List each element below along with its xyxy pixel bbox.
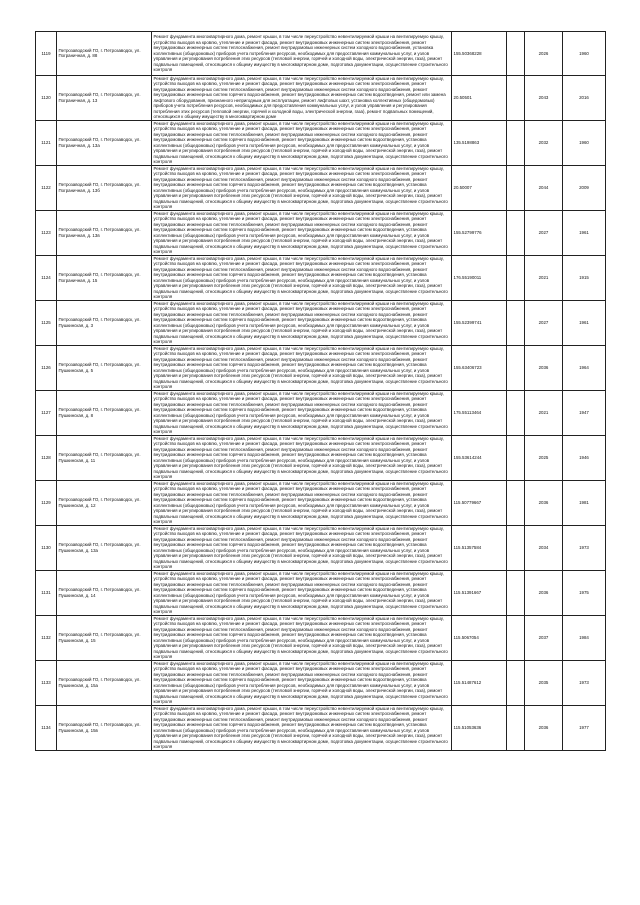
row-repair-year: 2036 (525, 480, 563, 525)
row-works-list: Ремонт фундамента многоквартирного дома, ремонт крыши, в том числе переустройство невентилируемой крыши на вентилируемую крышу, устройство выходов на кровлю, утепление и ремонт фасада, ремонт внутридомовых инженерных систем электроснабжения, ремонт внутридомовых инженерных систем теплоснабжения, ремонт внутридомовых инженерных систем холодного водоснабжения, ремонт внутридомовых инженерных систем горячего водоснабжения, ремонт внутридомовых инженерных систем водоотведения, установка коллективных (общедомовых) приборов учета потребления ресурсов, необходимых для предоставления коммунальных услуг, и узлов управления и регулирования потребления этих ресурсов (тепловой энергии, горячей и холодной воды, электрической энергии, газа), ремонт подвальных помещений, относящихся к общему имуществу в многоквартирном доме, подготовка документации, осуществление строительного контроля (152, 705, 452, 750)
row-works-list: Ремонт фундамента многоквартирного дома, ремонт крыши, в том числе переустройство невентилируемой крыши на вентилируемую крышу, устройство выходов на кровлю, утепление и ремонт фасада, ремонт внутридомовых инженерных систем электроснабжения, ремонт внутридомовых инженерных систем теплоснабжения, ремонт внутридомовых инженерных систем холодного водоснабжения, ремонт внутридомовых инженерных систем горячего водоснабжения, ремонт внутридомовых инженерных систем водоотведения, установка коллективных (общедомовых) приборов учета потребления ресурсов, необходимых для предоставления коммунальных услуг, и узлов управления и регулирования потребления этих ресурсов (тепловой энергии, горячей и холодной воды, электрической энергии, газа), ремонт подвальных помещений, относящихся к общему имуществу в многоквартирном доме, подготовка документации, осуществление строительного контроля (152, 165, 452, 210)
row-works-list: Ремонт фундамента многоквартирного дома, ремонт крыши, в том числе переустройство невентилируемой крыши на вентилируемую крышу, устройство выходов на кровлю, утепление и ремонт фасада, ремонт внутридомовых инженерных систем электроснабжения, ремонт внутридомовых инженерных систем теплоснабжения, ремонт внутридомовых инженерных систем холодного водоснабжения, ремонт внутридомовых инженерных систем горячего водоснабжения, ремонт внутридомовых инженерных систем водоотведения, установка коллективных (общедомовых) приборов учета потребления ресурсов, необходимых для предоставления коммунальных услуг, и узлов управления и регулирования потребления этих ресурсов (тепловой энергии, горячей и холодной воды, электрической энергии, газа), ремонт подвальных помещений, относящихся к общему имуществу в многоквартирном доме, подготовка документации, осуществление строительного контроля (152, 660, 452, 705)
row-build-year: 1973 (563, 525, 606, 570)
row-area-value: 115.5067054 (452, 615, 507, 660)
row-number: 1130 (36, 525, 57, 570)
row-area-value: 175.55113464 (452, 390, 507, 435)
row-empty-cell (507, 570, 525, 615)
row-repair-year: 2034 (525, 525, 563, 570)
row-build-year: 1960 (563, 32, 606, 76)
row-empty-cell (507, 210, 525, 255)
row-number: 1129 (36, 480, 57, 525)
table-row (36, 300, 606, 345)
row-build-year: 1915 (563, 255, 606, 300)
row-empty-cell (507, 615, 525, 660)
row-address: Петрозаводский ГО, г. Петрозаводск, ул. Пограничная, д. 15 (57, 255, 152, 300)
row-number: 1132 (36, 615, 57, 660)
row-build-year: 1961 (563, 300, 606, 345)
row-repair-year: 2043 (525, 75, 563, 120)
row-address: Петрозаводский ГО, г. Петрозаводск, ул. Пушкинская, д. 12 (57, 480, 152, 525)
row-number: 1133 (36, 660, 57, 705)
row-number: 1125 (36, 300, 57, 345)
row-address: Петрозаводский ГО, г. Петрозаводск, ул. Пограничная, д. 88 (57, 32, 152, 76)
table-row (36, 120, 606, 165)
row-repair-year: 2025 (525, 435, 563, 480)
row-address: Петрозаводский ГО, г. Петрозаводск, ул. Пушкинская, д. 13а (57, 525, 152, 570)
row-number: 1119 (36, 32, 57, 76)
row-empty-cell (507, 705, 525, 750)
row-empty-cell (507, 255, 525, 300)
row-number: 1131 (36, 570, 57, 615)
row-area-value: 155.52399741 (452, 300, 507, 345)
row-empty-cell (507, 390, 525, 435)
table-body (36, 32, 606, 751)
row-area-value: 176.55190011 (452, 255, 507, 300)
table-row (36, 345, 606, 390)
row-number: 1134 (36, 705, 57, 750)
row-empty-cell (507, 525, 525, 570)
row-works-list: Ремонт фундамента многоквартирного дома, ремонт крыши, в том числе переустройство невентилируемой крыши на вентилируемую крышу, устройство выходов на кровлю, утепление и ремонт фасада, ремонт внутридомовых инженерных систем электроснабжения, ремонт внутридомовых инженерных систем теплоснабжения, ремонт внутридомовых инженерных систем холодного водоснабжения, ремонт внутридомовых инженерных систем горячего водоснабжения, ремонт внутридомовых инженерных систем водоотведения, установка коллективных (общедомовых) приборов учета потребления ресурсов, необходимых для предоставления коммунальных услуг, и узлов управления и регулирования потребления этих ресурсов (тепловой энергии, горячей и холодной воды, электрической энергии, газа), ремонт подвальных помещений, относящихся к общему имуществу в многоквартирном доме, подготовка документации, осуществление строительного контроля (152, 435, 452, 480)
row-works-list: Ремонт фундамента многоквартирного дома, ремонт крыши, в том числе переустройство невентилируемой крыши на вентилируемую крышу, устройство выходов на кровлю, утепление и ремонт фасада, ремонт внутридомовых инженерных систем электроснабжения, ремонт внутридомовых инженерных систем теплоснабжения, ремонт внутридомовых инженерных систем холодного водоснабжения, ремонт внутридомовых инженерных систем горячего водоснабжения, ремонт внутридомовых инженерных систем водоотведения, ремонт или замена лифтового оборудования, признанного непригодным для эксплуатации, ремонт лифтовых шахт, установка коллективных (общедомовых) приборов учета потребления ресурсов, необходимых для предоставления коммунальных услуг, и узлов управления и регулирования потребления этих ресурсов (тепловой энергии, горячей и холодной воды, электрической энергии, газа), ремонт подвальных помещений, относящихся к общему имуществу в многоквартирном доме (152, 75, 452, 120)
row-works-list: Ремонт фундамента многоквартирного дома, ремонт крыши, в том числе переустройство невентилируемой крыши на вентилируемую крышу, устройство выходов на кровлю, утепление и ремонт фасада, ремонт внутридомовых инженерных систем электроснабжения, ремонт внутридомовых инженерных систем теплоснабжения, ремонт внутридомовых инженерных систем холодного водоснабжения, ремонт внутридомовых инженерных систем горячего водоснабжения, ремонт внутридомовых инженерных систем водоотведения, установка коллективных (общедомовых) приборов учета потребления ресурсов, необходимых для предоставления коммунальных услуг, и узлов управления и регулирования потребления этих ресурсов (тепловой энергии, горячей и холодной воды, электрической энергии, газа), ремонт подвальных помещений, относящихся к общему имуществу в многоквартирном доме, подготовка документации, осуществление строительного контроля (152, 390, 452, 435)
row-build-year: 2016 (563, 75, 606, 120)
row-empty-cell (507, 435, 525, 480)
row-area-value: 115.51053636 (452, 705, 507, 750)
row-repair-year: 2032 (525, 120, 563, 165)
row-address: Петрозаводский ГО, г. Петрозаводск, ул. Пушкинская, д. 3 (57, 300, 152, 345)
row-repair-year: 2021 (525, 255, 563, 300)
row-build-year: 1975 (563, 570, 606, 615)
capital-repair-table (35, 31, 606, 751)
table-row (36, 75, 606, 120)
row-works-list: Ремонт фундамента многоквартирного дома, ремонт крыши, в том числе переустройство невентилируемой крыши на вентилируемую крышу, устройство выходов на кровлю, утепление и ремонт фасада, ремонт внутридомовых инженерных систем электроснабжения, ремонт внутридомовых инженерных систем теплоснабжения, ремонт внутридомовых инженерных систем холодного водоснабжения, ремонт внутридомовых инженерных систем горячего водоснабжения, ремонт внутридомовых инженерных систем водоотведения, установка коллективных (общедомовых) приборов учета потребления ресурсов, необходимых для предоставления коммунальных услуг, и узлов управления и регулирования потребления этих ресурсов (тепловой энергии, горячей и холодной воды, электрической энергии, газа), ремонт подвальных помещений, относящихся к общему имуществу в многоквартирном доме, подготовка документации, осуществление строительного контроля (152, 480, 452, 525)
table-row (36, 480, 606, 525)
row-number: 1127 (36, 390, 57, 435)
row-address: Петрозаводский ГО, г. Петрозаводск, ул. Пограничная, д. 13а (57, 120, 152, 165)
row-area-value: 20.50007 (452, 165, 507, 210)
row-repair-year: 2026 (525, 32, 563, 76)
row-repair-year: 2035 (525, 660, 563, 705)
row-empty-cell (507, 480, 525, 525)
row-area-value: 115.51487612 (452, 660, 507, 705)
row-address: Петрозаводский ГО, г. Петрозаводск, ул. Пограничная, д. 13в (57, 210, 152, 255)
row-repair-year: 2037 (525, 615, 563, 660)
table-row (36, 615, 606, 660)
row-empty-cell (507, 345, 525, 390)
table-row (36, 210, 606, 255)
row-area-value: 115.51391667 (452, 570, 507, 615)
table-row (36, 525, 606, 570)
row-number: 1121 (36, 120, 57, 165)
row-address: Петрозаводский ГО, г. Петрозаводск, ул. Пушкинская, д. 14 (57, 570, 152, 615)
row-works-list: Ремонт фундамента многоквартирного дома, ремонт крыши, в том числе переустройство невентилируемой крыши на вентилируемую крышу, устройство выходов на кровлю, утепление и ремонт фасада, ремонт внутридомовых инженерных систем электроснабжения, ремонт внутридомовых инженерных систем теплоснабжения, ремонт внутридомовых инженерных систем холодного водоснабжения, ремонт внутридомовых инженерных систем горячего водоснабжения, ремонт внутридомовых инженерных систем водоотведения, установка коллективных (общедомовых) приборов учета потребления ресурсов, необходимых для предоставления коммунальных услуг, и узлов управления и регулирования потребления этих ресурсов (тепловой энергии, горячей и холодной воды, электрической энергии, газа), ремонт подвальных помещений, относящихся к общему имуществу в многоквартирном доме, подготовка документации, осуществление строительного контроля (152, 570, 452, 615)
row-build-year: 1981 (563, 480, 606, 525)
row-build-year: 1961 (563, 210, 606, 255)
row-address: Петрозаводский ГО, г. Петрозаводск, ул. Пушкинская, д. 11 (57, 435, 152, 480)
row-address: Петрозаводский ГО, г. Петрозаводск, ул. Пушкинская, д. 15 (57, 615, 152, 660)
row-address: Петрозаводский ГО, г. Петрозаводск, ул. Пушкинская, д. 15а (57, 660, 152, 705)
row-repair-year: 2036 (525, 705, 563, 750)
row-area-value: 155.63406723 (452, 345, 507, 390)
row-works-list: Ремонт фундамента многоквартирного дома, ремонт крыши, в том числе переустройство невентилируемой крыши на вентилируемую крышу, устройство выходов на кровлю, утепление и ремонт фасада, ремонт внутридомовых инженерных систем электроснабжения, ремонт внутридомовых инженерных систем теплоснабжения, ремонт внутридомовых инженерных систем холодного водоснабжения, ремонт внутридомовых инженерных систем горячего водоснабжения, ремонт внутридомовых инженерных систем водоотведения, установка коллективных (общедомовых) приборов учета потребления ресурсов, необходимых для предоставления коммунальных услуг, и узлов управления и регулирования потребления этих ресурсов (тепловой энергии, горячей и холодной воды, электрической энергии, газа), ремонт подвальных помещений, относящихся к общему имуществу в многоквартирном доме, подготовка документации, осуществление строительного контроля (152, 615, 452, 660)
row-repair-year: 2027 (525, 300, 563, 345)
row-build-year: 2009 (563, 165, 606, 210)
row-address: Петрозаводский ГО, г. Петрозаводск, ул. Пушкинская, д. 5 (57, 345, 152, 390)
row-number: 1123 (36, 210, 57, 255)
row-build-year: 1960 (563, 120, 606, 165)
row-empty-cell (507, 660, 525, 705)
row-build-year: 1977 (563, 705, 606, 750)
table-row (36, 255, 606, 300)
row-repair-year: 2036 (525, 345, 563, 390)
row-build-year: 1984 (563, 615, 606, 660)
row-area-value: 135.5198863 (452, 120, 507, 165)
row-repair-year: 2036 (525, 570, 563, 615)
row-address: Петрозаводский ГО, г. Петрозаводск, ул. Пушкинская, д. 15в (57, 705, 152, 750)
row-area-value: 20.50501 (452, 75, 507, 120)
row-works-list: Ремонт фундамента многоквартирного дома, ремонт крыши, в том числе переустройство невентилируемой крыши на вентилируемую крышу, устройство выходов на кровлю, утепление и ремонт фасада, ремонт внутридомовых инженерных систем электроснабжения, ремонт внутридомовых инженерных систем теплоснабжения, ремонт внутридомовых инженерных систем холодного водоснабжения, ремонт внутридомовых инженерных систем горячего водоснабжения, ремонт внутридомовых инженерных систем водоотведения, установка коллективных (общедомовых) приборов учета потребления ресурсов, необходимых для предоставления коммунальных услуг, и узлов управления и регулирования потребления этих ресурсов (тепловой энергии, горячей и холодной воды, электрической энергии, газа), ремонт подвальных помещений, относящихся к общему имуществу в многоквартирном доме, подготовка документации, осуществление строительного контроля (152, 300, 452, 345)
table-row (36, 32, 606, 76)
row-empty-cell (507, 300, 525, 345)
row-empty-cell (507, 165, 525, 210)
row-area-value: 155.50368228 (452, 32, 507, 76)
row-address: Петрозаводский ГО, г. Петрозаводск, ул. Пограничная, д. 13б (57, 165, 152, 210)
row-build-year: 1947 (563, 390, 606, 435)
table-row (36, 165, 606, 210)
row-build-year: 1973 (563, 660, 606, 705)
row-build-year: 1946 (563, 435, 606, 480)
row-area-value: 115.51357584 (452, 525, 507, 570)
table-row (36, 705, 606, 750)
table-row (36, 390, 606, 435)
table-row (36, 570, 606, 615)
row-works-list: Ремонт фундамента многоквартирного дома, ремонт крыши, в том числе переустройство невентилируемой крыши на вентилируемую крышу, устройство выходов на кровлю, утепление и ремонт фасада, ремонт внутридомовых инженерных систем электроснабжения, ремонт внутридомовых инженерных систем теплоснабжения, ремонт внутридомовых инженерных систем холодного водоснабжения, ремонт внутридомовых инженерных систем горячего водоснабжения, ремонт внутридомовых инженерных систем водоотведения, установка коллективных (общедомовых) приборов учета потребления ресурсов, необходимых для предоставления коммунальных услуг, и узлов управления и регулирования потребления этих ресурсов (тепловой энергии, горячей и холодной воды, электрической энергии, газа), ремонт подвальных помещений, относящихся к общему имуществу в многоквартирном доме, подготовка документации, осуществление строительного контроля (152, 255, 452, 300)
row-area-value: 155.52799776 (452, 210, 507, 255)
row-works-list: Ремонт фундамента многоквартирного дома, ремонт крыши, в том числе переустройство невентилируемой крыши на вентилируемую крышу, устройство выходов на кровлю, утепление и ремонт фасада, ремонт внутридомовых инженерных систем электроснабжения, ремонт внутридомовых инженерных систем теплоснабжения, ремонт внутридомовых инженерных систем холодного водоснабжения, ремонт внутридомовых инженерных систем горячего водоснабжения, ремонт внутридомовых инженерных систем водоотведения, установка коллективных (общедомовых) приборов учета потребления ресурсов, необходимых для предоставления коммунальных услуг, и узлов управления и регулирования потребления этих ресурсов (тепловой энергии, горячей и холодной воды, электрической энергии, газа), ремонт подвальных помещений, относящихся к общему имуществу в многоквартирном доме, подготовка документации, осуществление строительного контроля (152, 345, 452, 390)
row-number: 1126 (36, 345, 57, 390)
table-row (36, 660, 606, 705)
row-works-list: Ремонт фундамента многоквартирного дома, ремонт крыши, в том числе переустройство невентилируемой крыши на вентилируемую крышу, устройство выходов на кровлю, утепление и ремонт фасада, ремонт внутридомовых инженерных систем электроснабжения, ремонт внутридомовых инженерных систем теплоснабжения, ремонт внутридомовых инженерных систем холодного водоснабжения, ремонт внутридомовых инженерных систем горячего водоснабжения, ремонт внутридомовых инженерных систем водоотведения, установка коллективных (общедомовых) приборов учета потребления ресурсов, необходимых для предоставления коммунальных услуг, и узлов управления и регулирования потребления этих ресурсов (тепловой энергии, горячей и холодной воды, электрической энергии, газа), ремонт подвальных помещений, относящихся к общему имуществу в многоквартирном доме, подготовка документации, осуществление строительного контроля (152, 120, 452, 165)
row-number: 1128 (36, 435, 57, 480)
row-empty-cell (507, 75, 525, 120)
row-repair-year: 2044 (525, 165, 563, 210)
row-works-list: Ремонт фундамента многоквартирного дома, ремонт крыши, в том числе переустройство невентилируемой крыши на вентилируемую крышу, устройство выходов на кровлю, утепление и ремонт фасада, ремонт внутридомовых инженерных систем электроснабжения, ремонт внутридомовых инженерных систем теплоснабжения, ремонт внутридомовых инженерных систем холодного водоснабжения, установка коллективных (общедомовых) приборов учета потребления ресурсов, необходимых для предоставления коммунальных услуг, и узлов управления и регулирования потребления этих ресурсов (тепловой энергии, горячей и холодной воды, электрической энергии, газа), ремонт подвальных помещений, относящихся к общему имуществу в многоквартирном доме, подготовка документации, осуществление строительного контроля (152, 32, 452, 76)
row-address: Петрозаводский ГО, г. Петрозаводск, ул. Пушкинская, д. 8 (57, 390, 152, 435)
row-repair-year: 2021 (525, 390, 563, 435)
row-number: 1120 (36, 75, 57, 120)
row-area-value: 155.53614244 (452, 435, 507, 480)
row-works-list: Ремонт фундамента многоквартирного дома, ремонт крыши, в том числе переустройство невентилируемой крыши на вентилируемую крышу, устройство выходов на кровлю, утепление и ремонт фасада, ремонт внутридомовых инженерных систем электроснабжения, ремонт внутридомовых инженерных систем теплоснабжения, ремонт внутридомовых инженерных систем холодного водоснабжения, ремонт внутридомовых инженерных систем горячего водоснабжения, ремонт внутридомовых инженерных систем водоотведения, установка коллективных (общедомовых) приборов учета потребления ресурсов, необходимых для предоставления коммунальных услуг, и узлов управления и регулирования потребления этих ресурсов (тепловой энергии, горячей и холодной воды, электрической энергии, газа), ремонт подвальных помещений, относящихся к общему имуществу в многоквартирном доме, подготовка документации, осуществление строительного контроля (152, 210, 452, 255)
row-empty-cell (507, 32, 525, 76)
row-works-list: Ремонт фундамента многоквартирного дома, ремонт крыши, в том числе переустройство невентилируемой крыши на вентилируемую крышу, устройство выходов на кровлю, утепление и ремонт фасада, ремонт внутридомовых инженерных систем электроснабжения, ремонт внутридомовых инженерных систем теплоснабжения, ремонт внутридомовых инженерных систем холодного водоснабжения, ремонт внутридомовых инженерных систем горячего водоснабжения, ремонт внутридомовых инженерных систем водоотведения, установка коллективных (общедомовых) приборов учета потребления ресурсов, необходимых для предоставления коммунальных услуг, и узлов управления и регулирования потребления этих ресурсов (тепловой энергии, горячей и холодной воды, электрической энергии, газа), ремонт подвальных помещений, относящихся к общему имуществу в многоквартирном доме, подготовка документации, осуществление строительного контроля (152, 525, 452, 570)
row-repair-year: 2027 (525, 210, 563, 255)
row-area-value: 115.50779667 (452, 480, 507, 525)
row-build-year: 1964 (563, 345, 606, 390)
row-empty-cell (507, 120, 525, 165)
row-number: 1124 (36, 255, 57, 300)
table-row (36, 435, 606, 480)
row-number: 1122 (36, 165, 57, 210)
row-address: Петрозаводский ГО, г. Петрозаводск, ул. Пограничная, д. 13 (57, 75, 152, 120)
